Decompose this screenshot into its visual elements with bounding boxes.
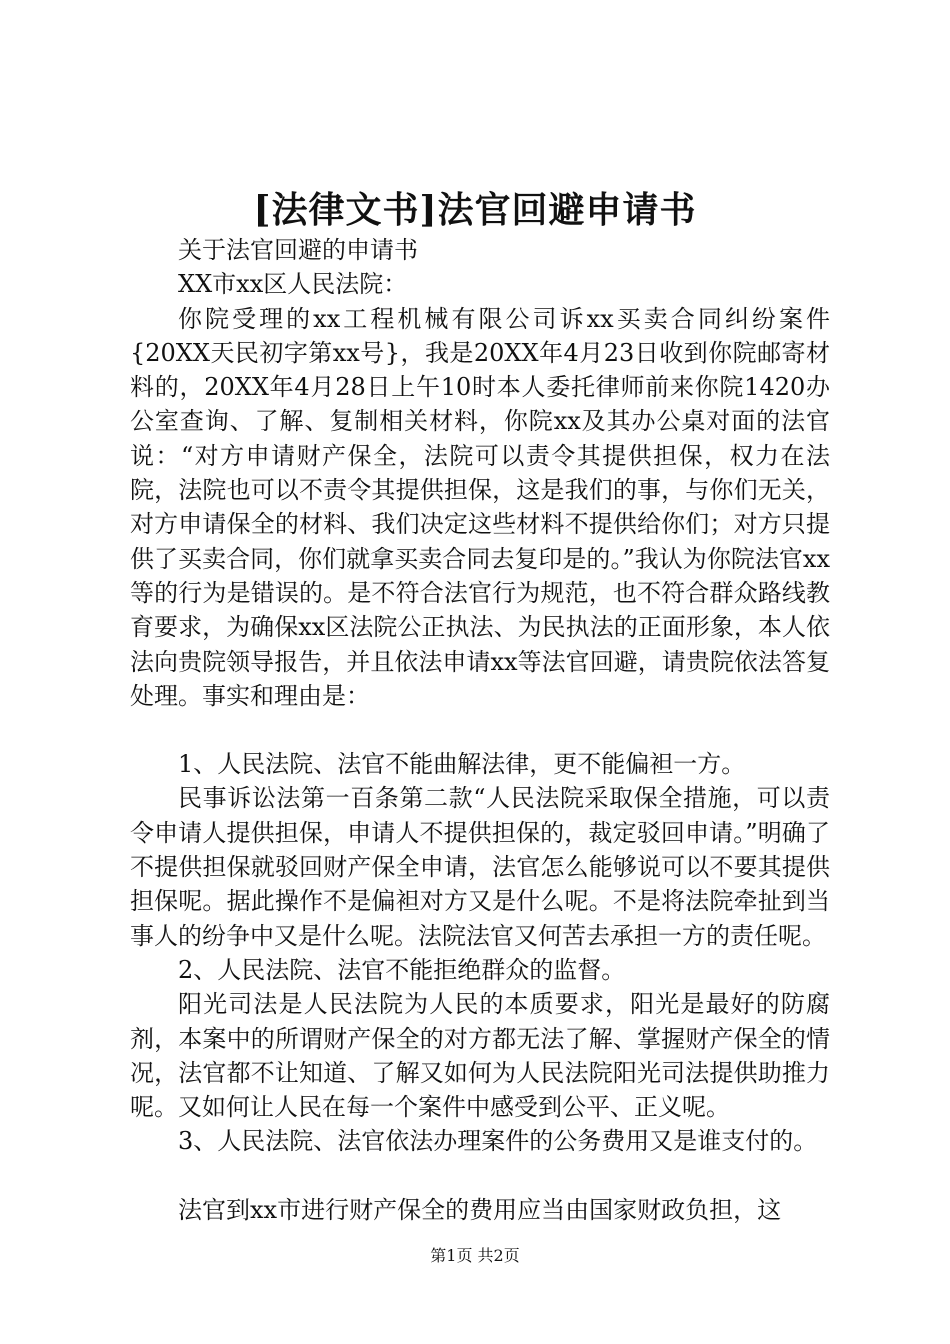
body-paragraph: 法官到xx市进行财产保全的费用应当由国家财政负担，这	[178, 1195, 782, 1224]
addressee: XX市xx区人民法院：	[178, 270, 408, 299]
document-title: [法律文书]法官回避申请书	[253, 189, 697, 231]
reason-heading-3: 3、人民法院、法官依法办理案件的公务费用又是谁支付的。	[178, 1127, 818, 1156]
paragraph-gap	[130, 713, 830, 747]
body-paragraph: 你院受理的xx工程机械有限公司诉xx买卖合同纠纷案件{20XX天民初字第xx号}，我是20XX年4月23日收到你院邮寄材料的，20XX年4月28日上午10时本人委托律师前来你院1420办公室查询、了解、复制相关材料，你院xx及其办公桌对面的法官说：“对方申请财产保全，法院可以责令其提供担保，权力在法院，法院也可以不责令其提供担保，这是我们的事，与你们无关，对方申请保全的材料、我们决定这些材料不提供给你们；对方只提供了买卖合同，你们就拿买卖合同去复印是的。”我认为你院法官xx等的行为是错误的。是不符合法官行为规范，也不符合群众路线教育要求，为确保xx区法院公正执法、为民执法的正面形象，本人依法向贵院领导报告，并且依法申请xx等法官回避，请贵院依法答复处理。事实和理由是：	[130, 304, 830, 710]
reason-heading-1: 1、人民法院、法官不能曲解法律，更不能偏袒一方。	[178, 750, 746, 779]
application-heading: 关于法官回避的申请书	[178, 236, 418, 264]
paragraph-gap	[130, 1159, 830, 1193]
document-body	[130, 233, 830, 1227]
body-paragraph: 民事诉讼法第一百条第二款“人民法院采取保全措施，可以责令申请人提供担保，申请人不提供担保的，裁定驳回申请。”明确了不提供担保就驳回财产保全申请，法官怎么能够说可以不要其提供担保呢。据此操作不是偏袒对方又是什么呢。不是将法院牵扯到当事人的纷争中又是什么呢。法院法官又何苦去承担一方的责任呢。	[130, 784, 830, 950]
reason-heading-2: 2、人民法院、法官不能拒绝群众的监督。	[178, 955, 626, 984]
body-paragraph: 阳光司法是人民法院为人民的本质要求，阳光是最好的防腐剂，本案中的所谓财产保全的对方都无法了解、掌握财产保全的情况，法官都不让知道、了解又如何为人民法院阳光司法提供助推力呢。又如何让人民在每一个案件中感受到公平、正义呢。	[130, 990, 830, 1122]
page-footer: 第1页 共2页	[430, 1246, 520, 1265]
